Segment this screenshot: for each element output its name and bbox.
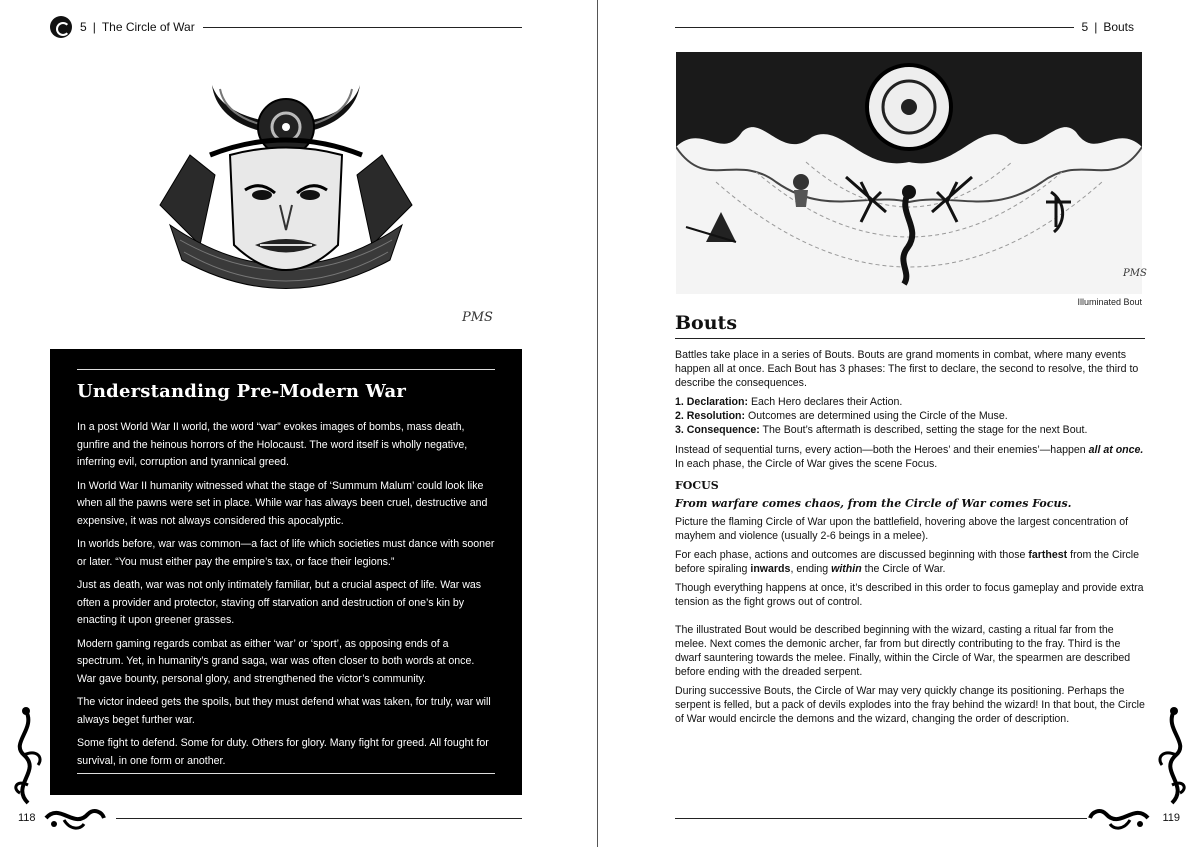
illustration-caption: Illuminated Bout — [1077, 297, 1142, 307]
footer-rule — [116, 818, 522, 819]
sequence-text: In each phase, the Circle of War gives the scene Focus. — [675, 457, 938, 470]
order-emphasis: within — [831, 563, 862, 576]
order-text: For each phase, actions and outcomes are discussed beginning with those — [675, 549, 1029, 562]
focus-heading: FOCUS — [675, 478, 719, 492]
illuminated-bout-illustration — [676, 52, 1142, 294]
phase-label: 3. Consequence: — [675, 424, 760, 437]
sequence-text: Instead of sequential turns, every action—both the Heroes’ and their enemies’—happen — [675, 443, 1089, 456]
sidebar-paragraph: Modern gaming regards combat as either ‘war’ or ‘sport’, as opposing ends of a spectrum. Yet, in humanity’s grand saga, war was often closer to both words at once. War gave bounty, personal glory, and strengthened the victor’s community. — [77, 637, 475, 685]
sequence-emphasis: all at once. — [1088, 443, 1144, 456]
page-number: 119 — [1162, 812, 1180, 824]
successive-paragraph: During successive Bouts, the Circle of War may very quickly change its positioning. Perhaps the serpent is felled, but a pack of devils explodes into the fray behind the wizard! In that bout, the Circle of War would encircle the demons and the wizard, changing the order of description. — [675, 684, 1145, 726]
sidebar-paragraph: In worlds before, war was common—a fact of life which societies must dance with sooner or later. “You must either pay the empire’s tax, or face their legions.” — [77, 538, 495, 568]
sidebar-paragraph: Just as death, war was not only intimately familiar, but a crucial aspect of life. War was often a provider and protector, staving off starvation and destruction of one’s kin by enacting it upon greener grasses. — [77, 579, 482, 626]
focus-paragraph: Picture the flaming Circle of War upon the battlefield, hovering above the largest concentration of mayhem and violence (usually 2-6 beings in a melee). — [675, 515, 1129, 543]
sidebar-body — [77, 419, 495, 776]
heading-rule — [675, 338, 1145, 339]
order-note-paragraph: Though everything happens at once, it’s described in this order to focus gameplay and provide extra tension as the fight grows out of control. — [675, 582, 1144, 609]
sequence-paragraph — [675, 443, 1145, 471]
left-footer — [18, 812, 522, 824]
phase-text: Each Hero declares their Action. — [748, 396, 903, 409]
triskelion-emblem-icon — [50, 16, 72, 38]
artist-signature: PMS — [462, 310, 493, 325]
order-emphasis: inwards — [750, 563, 791, 576]
sidebar-paragraph: The victor indeed gets the spoils, but they must defend what was taken, for truly, war will always beget further war. — [77, 696, 491, 726]
pre-modern-war-sidebar — [50, 349, 522, 795]
right-footer — [675, 812, 1180, 824]
sidebar-top-rule — [77, 369, 495, 370]
list-item — [675, 395, 1145, 409]
phase-label: 1. Declaration: — [675, 396, 749, 409]
sidebar-paragraph: In a post World War II world, the word “war” evokes images of bombs, mass death, gunfire and the heinous horrors of the Holocaust. The word itself is wholly negative, inferring evil, corruption and tyrannical greed. — [77, 421, 468, 468]
flourish-ornament-icon — [1150, 705, 1194, 805]
artist-signature: PMS — [1123, 268, 1147, 279]
bouts-section — [675, 312, 1145, 731]
chapter-number: 5 — [1081, 20, 1089, 34]
order-emphasis: farthest — [1028, 549, 1068, 562]
phase-text: The Bout’s aftermath is described, setting the stage for the next Bout. — [759, 424, 1088, 437]
phase-label: 2. Resolution: — [675, 410, 746, 423]
samurai-helmet-illustration — [150, 55, 422, 300]
section-heading: Bouts — [675, 312, 738, 334]
footer-rule — [675, 818, 1087, 819]
intro-paragraph: Battles take place in a series of Bouts. Bouts are grand moments in combat, where many events happen all at once. Each Bout has 3 phases: The first to declare, the second to resolve, the third to describe the consequences. — [675, 349, 1139, 390]
sidebar-bottom-rule — [77, 773, 495, 774]
list-item — [675, 423, 1145, 437]
header-rule — [203, 27, 522, 28]
header-rule — [675, 27, 1074, 28]
order-text: the Circle of War. — [861, 563, 946, 576]
sidebar-title: Understanding Pre-Modern War — [77, 381, 407, 402]
section-title: Bouts — [1103, 20, 1134, 34]
page-number: 118 — [18, 812, 36, 824]
left-running-header — [50, 17, 522, 37]
list-item — [675, 409, 1145, 423]
header-separator: | — [92, 20, 96, 34]
phase-text: Outcomes are determined using the Circle of the Muse. — [745, 410, 1008, 423]
example-paragraph: The illustrated Bout would be described beginning with the wizard, casting a ritual far from the melee. Next comes the demonic archer, far from but directly contributing to the fray. Third is the dwarf sauntering towards the melee. Finally, within the Circle of War, the spearmen are described before ending with the dreaded serpent. — [675, 623, 1131, 678]
order-text: , ending — [790, 563, 832, 576]
left-page — [0, 0, 597, 847]
header-separator: | — [1094, 20, 1098, 34]
focus-tagline: From warfare comes chaos, from the Circle of War comes Focus. — [675, 496, 1072, 510]
phase-list — [675, 395, 1145, 437]
sidebar-paragraph: In World War II humanity witnessed what the stage of ‘Summum Malum’ could look like when all the pawns were set in place. While war has always been cruel, destructive and expensive, it was not always considered this apocalyptic. — [77, 479, 488, 527]
sidebar-paragraph: Some fight to defend. Some for duty. Others for glory. Many fight for greed. All fought for survival, in one form or another. — [77, 737, 489, 767]
chapter-title: The Circle of War — [101, 20, 195, 34]
right-page — [598, 0, 1195, 847]
right-running-header — [675, 17, 1142, 37]
flourish-ornament-icon — [6, 705, 50, 805]
chapter-number: 5 — [80, 20, 87, 34]
order-paragraph — [675, 548, 1145, 576]
order-text: from the Circle before spiraling — [675, 549, 1140, 576]
